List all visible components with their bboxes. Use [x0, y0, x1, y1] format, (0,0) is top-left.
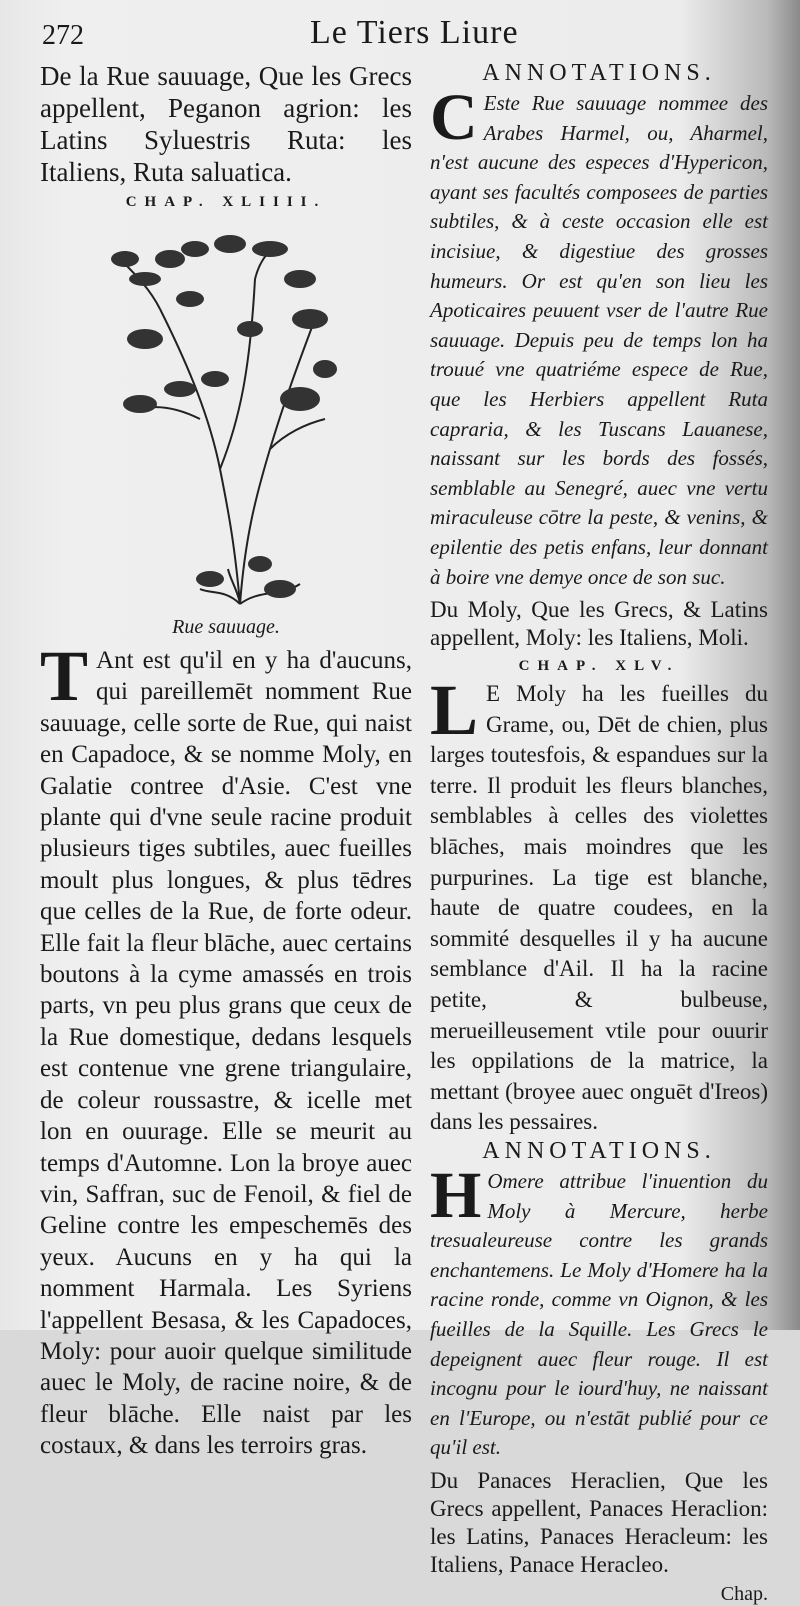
annotations-heading-2: ANNOTATIONS.: [482, 1138, 716, 1164]
right-column: [430, 60, 768, 1606]
annotations-text-1: [430, 81, 768, 592]
page-number: 272: [42, 20, 84, 51]
annotations-text-2: [430, 1159, 768, 1463]
drop-cap-l: L: [430, 670, 479, 751]
chapter-heading-45: CHAP. XLV.: [518, 658, 680, 675]
moly-title: Du Moly, Que les Grecs, & Latins appellent, Moly: les Italiens, Moli.: [430, 597, 768, 651]
rue-plant-illustration: [100, 219, 340, 609]
running-title: Le Tiers Liure: [310, 14, 519, 51]
moly-text: E Moly ha les fueilles du Grame, ou, Dēt de chien, plus larges toutesfois, & espandues sur la terre. Il produit les fleurs blanches, semblables à celles des violettes blāches, mais moindres que les purpurines. La tige est blanche, haute de quatre coudees, en la sommité desquelles il y ha aucune semblance d'Ail. Il ha la racine petite, & bulbeuse, merueilleusement vtile pour ouurir les oppilations de la matrice, la mettant (broyee auec onguēt d'Ireos) dans les pessaires.: [430, 681, 768, 1135]
annotations-heading-1: ANNOTATIONS.: [482, 60, 716, 86]
annotations-body-2: Omere attribue l'inuention du Moly à Mercure, herbe tresualeureuse contre les grands enchantemens. Le Moly d'Homere ha la racine ronde, comme vn Oignon, & les fueilles de la Squille. Les Grecs le depeignent auec fleur rouge. Il est incognu pour le iourd'huy, ne naissant en l'Europe, ou n'estāt publié pour ce qu'il est.: [430, 1169, 768, 1460]
page-header: [40, 14, 778, 60]
drop-cap-t: T: [40, 636, 89, 716]
catchword: Chap.: [720, 1582, 768, 1605]
drop-cap-c: C: [430, 81, 478, 154]
rue-sauuage-text: Ant est qu'il en y ha d'aucuns, qui pareillemēt nomment Rue sauuage, celle sorte de Rue, qui naist en Capadoce, & se nomme Moly, en Galatie contree d'Asie. C'est vne plante qui d'vne seule racine produit plusieurs tiges subtiles, auec fueilles moult plus longues, & plus tēdres que celles de la Rue, de forte odeur. Elle fait la fleur blāche, auec certains boutons à la cyme amassés en trois parts, vn peu plus grans que ceux de la Rue domestique, dedans lesquels est contenue vne grene triangulaire, de coleur roussastre, & icelle met lon en ouurage. Elle se meurit au temps d'Automne. Lon la broye auec vin, Saffran, suc de Fenoil, & fiel de Geline contre les empeschemēs des yeux. Aucuns en y ha qui la nomment Harmala. Les Syriens l'appellent Besasa, & les Capadoces, Moly: pour auoir quelque similitude auec le Moly, de racine noire, & de fleur blāche. Elle naist par les costaux, & dans les terroirs gras.: [40, 647, 412, 1460]
annotations-body-1: Este Rue sauuage nommee des Arabes Harmel, ou, Aharmel, n'est aucune des especes d'Hypericon, ayant ses facultés composees de parties subtiles, & à ceste occasion elle est incisiue, & digestiue des grosses humeurs. Or est qu'en son lieu les Apoticaires peuuent vser de l'autre Rue sauuage. Depuis peu de temps lon ha trouué vne quatriéme espece de Rue, que les Herbiers appellent Ruta capraria, & les Tuscans Lauanese, naissant sur les bords des fossés, semblable au Senegré, auec vne vertu miraculeuse cōtre la peste, & venins, & epilentie des petis enfans, leur donnant à boire vne demye once de son suc.: [430, 91, 768, 589]
left-column: [40, 60, 412, 1606]
rue-sauuage-title: De la Rue sauuage, Que les Grecs appellent, Peganon agrion: les Latins Syluestris Ruta: les Italiens, Ruta saluatica.: [40, 61, 412, 187]
figure-caption: Rue sauuage.: [172, 616, 280, 638]
chapter-heading-44: CHAP. XLIIII.: [125, 194, 327, 210]
drop-cap-h: H: [430, 1159, 482, 1232]
text-columns: [40, 60, 778, 1606]
rue-sauuage-body: [40, 636, 412, 1462]
moly-body: [430, 670, 768, 1138]
panaces-title: Du Panaces Heraclien, Que les Grecs appellent, Panaces Heraclion: les Latins, Panaces Heracleum: les Italiens, Panace Heracleo.: [430, 1467, 768, 1577]
